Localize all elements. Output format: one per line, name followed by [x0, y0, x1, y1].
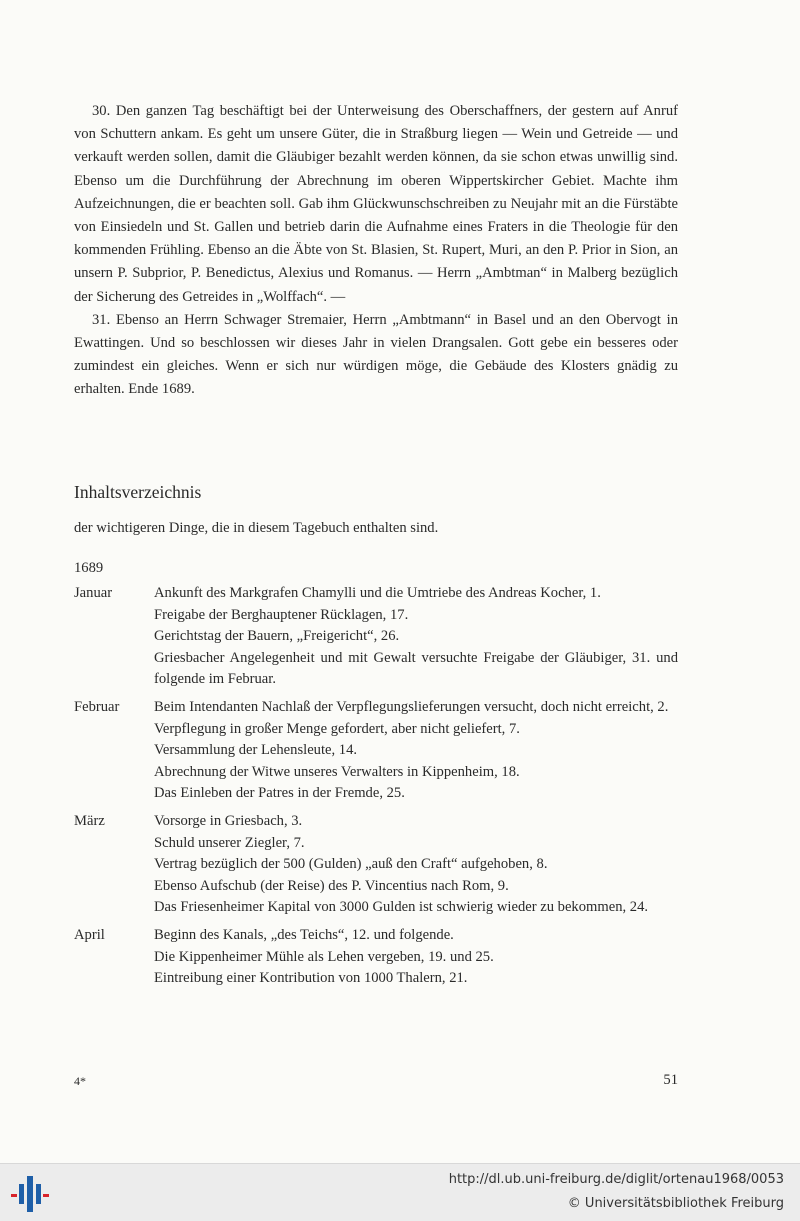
month-april — [74, 925, 678, 990]
permalink-url[interactable]: http://dl.ub.uni-freiburg.de/diglit/ortenau1968/0053 — [448, 1172, 784, 1187]
index-entry: Schuld unserer Ziegler, 7. — [154, 834, 305, 851]
month-entries — [154, 697, 678, 805]
ub-freiburg-logo-icon[interactable] — [10, 1174, 50, 1214]
month-februar — [74, 697, 678, 805]
index-entry: Die Kippenheimer Mühle als Lehen vergeben, 19. und 25. — [154, 948, 494, 965]
month-januar — [74, 583, 678, 691]
diary-entry-31: 31. Ebenso an Herrn Schwager Stremaier, Herrn „Ambtmann“ in Basel und an den Obervogt in Ewattingen. Und so beschlossen wir dieses Jahr in vielen Drangsalen. Gott gebe ein besseres oder zumindest ein gleiches. Wenn er sich nur würdigen möge, die Gebäude des Klosters gnädig zu erhalten. Ende 1689. — [74, 311, 678, 398]
index-entry: Versammlung der Lehensleute, 14. — [154, 742, 358, 759]
index-entry: Vertrag bezüglich der 500 (Gulden) „auß den Craft“ aufgehoben, 8. — [154, 856, 548, 873]
page-number: 51 — [663, 1072, 678, 1088]
index-entry: Beim Intendanten Nachlaß der Verpflegungslieferungen versucht, doch nicht erreicht, 2. — [154, 698, 669, 715]
month-label: Januar — [74, 585, 113, 601]
diary-text — [74, 100, 678, 402]
month-maerz — [74, 811, 678, 919]
index-year: 1689 — [74, 560, 104, 576]
index-subtitle: der wichtigeren Dinge, die in diesem Tagebuch enthalten sind. — [74, 520, 439, 536]
index-entry: Beginn des Kanals, „des Teichs“, 12. und folgende. — [154, 926, 454, 943]
diary-entry-30: 30. Den ganzen Tag beschäftigt bei der Unterweisung des Oberschaffners, der gestern auf Anruf von Schuttern ankam. Es geht um unsere Güter, die in Straßburg liegen — Wein und Getreide — und verkauft werden sollen, damit die Gläubiger bezahlt werden können, da sie schon etwas unwillig sind. Ebenso um die Durchführung der Abrechnung im oberen Wippertskircher Gebiet. Machte ihm Aufzeichnungen, die er beachten soll. Gab ihm Glückwunschschreiben zu Neujahr mit an die Fürstäbte von Einsiedeln und St. Gallen und betrieb darin die Aufnahme eines Fraters in die Theologie für den kommenden Frühling. Ebenso an die Äbte von St. Blasien, St. Rupert, Muri, an den P. Prior in Sion, an unsern P. Subprior, P. Benedictus, Alexius und Romanus. — Herrn „Ambtman“ in Malberg bezüglich der Sicherung des Getreides in „Wolffach“. — — [74, 103, 678, 305]
copyright-notice: © Universitätsbibliothek Freiburg — [567, 1196, 784, 1211]
index-entry: Verpflegung in großer Menge gefordert, aber nicht geliefert, 7. — [154, 720, 520, 737]
index-entry: Freigabe der Berghauptener Rücklagen, 17. — [154, 606, 409, 623]
month-entries — [154, 583, 678, 691]
index-entry: Eintreibung einer Kontribution von 1000 Thalern, 21. — [154, 970, 468, 987]
index-entry: Das Friesenheimer Kapital von 3000 Gulden ist schwierig wieder zu bekommen, 24. — [154, 899, 649, 916]
month-entries — [154, 811, 678, 919]
index-months — [74, 583, 678, 996]
index-entry: Gerichtstag der Bauern, „Freigericht“, 26. — [154, 628, 400, 645]
index-entry: Vorsorge in Griesbach, 3. — [154, 812, 303, 829]
index-entry: Das Einleben der Patres in der Fremde, 25. — [154, 785, 405, 802]
index-title: Inhaltsverzeichnis — [74, 482, 202, 502]
index-entry: Griesbacher Angelegenheit und mit Gewalt versuchte Freigabe der Gläubiger, 31. und folgende im Februar. — [154, 649, 678, 688]
signature-mark: 4* — [74, 1074, 86, 1088]
month-label: Februar — [74, 698, 120, 715]
month-label: April — [74, 926, 105, 943]
index-entry: Ankunft des Markgrafen Chamylli und die Umtriebe des Andreas Kocher, 1. — [154, 585, 601, 601]
index-entry: Ebenso Aufschub (der Reise) des P. Vincentius nach Rom, 9. — [154, 877, 509, 894]
index-entry: Abrechnung der Witwe unseres Verwalters in Kippenheim, 18. — [154, 763, 520, 780]
month-entries — [154, 925, 678, 990]
month-label: März — [74, 812, 105, 829]
library-footer-bar — [0, 1163, 800, 1221]
